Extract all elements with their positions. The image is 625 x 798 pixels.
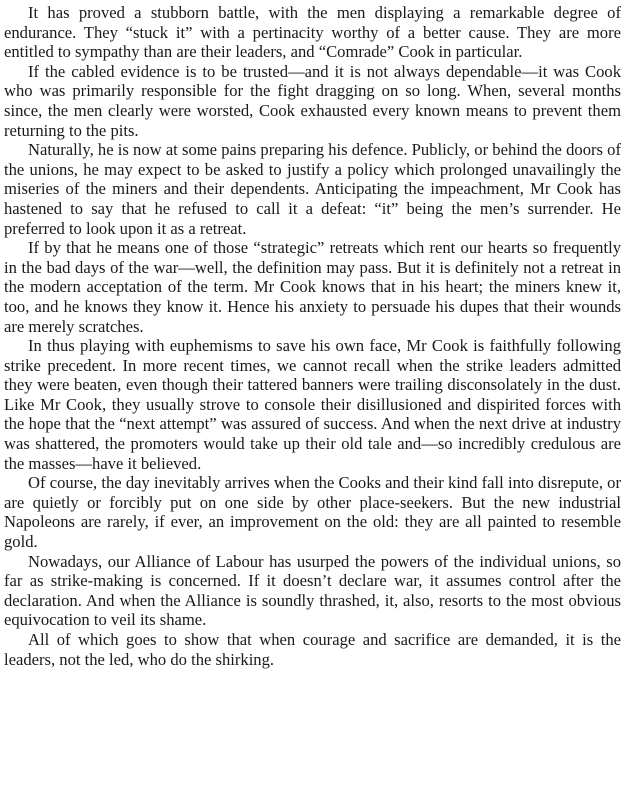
paragraph-4: If by that he means one of those “strategic” retreats which rent our hearts so frequently in the bad days of the war—well, the definition may pass. But it is definitely not a retreat in the modern acceptation of the term. Mr Cook knows that in his heart; the miners knew it, too, and he knows they know it. Hence his anxiety to persuade his dupes that their wounds are merely scratches. — [4, 238, 621, 336]
paragraph-1: It has proved a stubborn battle, with the men displaying a remarkable degree of endurance. They “stuck it” with a pertinacity worthy of a better cause. They are more entitled to sympathy than are their leaders, and “Comrade” Cook in particular. — [4, 3, 621, 62]
paragraph-2: If the cabled evidence is to be trusted—and it is not always dependable—it was Cook who was primarily responsible for the fight dragging on so long. When, several months since, the men clearly were worsted, Cook exhausted every known means to prevent them returning to the pits. — [4, 61, 621, 140]
paragraph-5: In thus playing with euphemisms to save his own face, Mr Cook is faithfully following strike precedent. In more recent times, we cannot recall when the strike leaders admitted they were beaten, even though their tattered banners were trailing disconsolately in the dust. Like Mr Cook, they usually strove to console their disillusioned and dispirited forces with the hope that the “next attempt” was assured of success. And when the next drive at industry was shattered, the promoters would take up their old tale and—so incredibly credulous are the masses—have it believed. — [4, 336, 621, 473]
paragraph-7: Nowadays, our Alliance of Labour has usurped the powers of the individual unions, so far as strike-making is concerned. If it doesn’t declare war, it assumes control after the declaration. And when the Alliance is soundly thrashed, it, also, resorts to the most obvious equivocation to veil its shame. — [4, 551, 621, 630]
paragraph-6: Of course, the day inevitably arrives when the Cooks and their kind fall into disrepute, or are quietly or forcibly put on one side by other place-seekers. But the new industrial Napoleons are rarely, if ever, an improvement on the old: they are all painted to resemble gold. — [4, 473, 621, 552]
paragraph-8: All of which goes to show that when courage and sacrifice are demanded, it is the leaders, not the led, who do the shirking. — [4, 630, 621, 669]
paragraph-3: Naturally, he is now at some pains preparing his defence. Publicly, or behind the doors of the unions, he may expect to be asked to justify a policy which prolonged unavailingly the miseries of the miners and their dependents. Anticipating the impeachment, Mr Cook has hastened to say that he refused to call it a defeat: “it” being the men’s surrender. He preferred to look upon it as a retreat. — [4, 140, 621, 238]
